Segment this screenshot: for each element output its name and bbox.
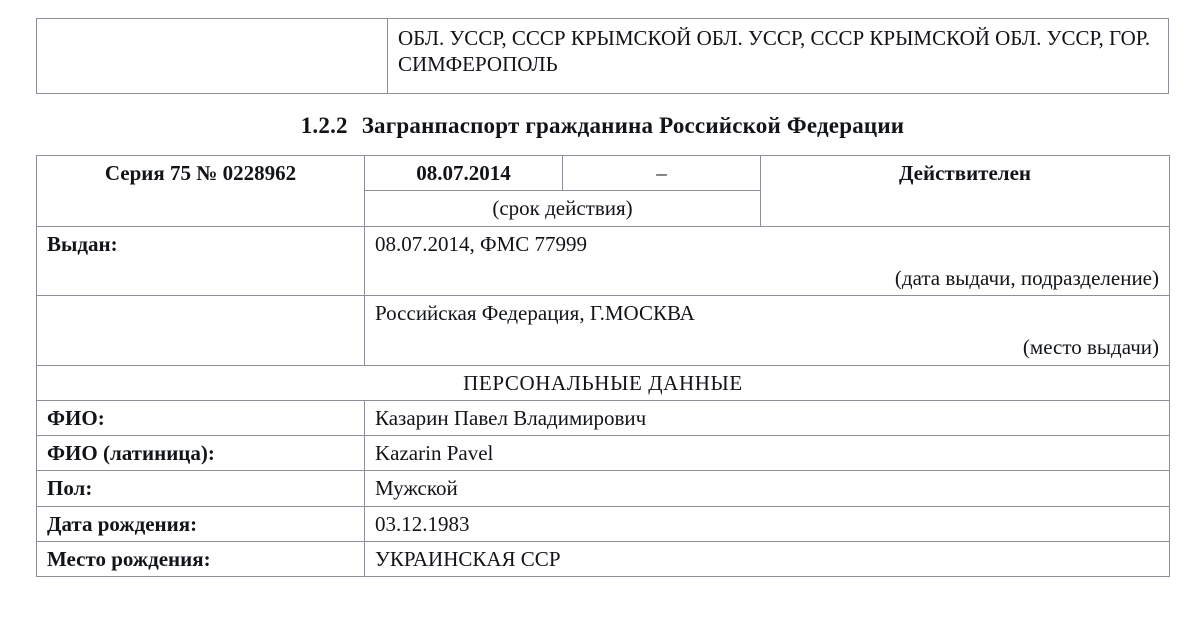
table-row-series — [37, 156, 1170, 191]
passport-expiry-date: – — [563, 156, 761, 191]
personal-data-header: ПЕРСОНАЛЬНЫЕ ДАННЫЕ — [37, 365, 1170, 400]
table-row — [37, 19, 1169, 94]
section-heading — [36, 113, 1169, 139]
row-value-birth-place: УКРАИНСКАЯ ССР — [365, 541, 1170, 576]
passport-series-value: Серия 75 № 0228962 — [37, 156, 365, 227]
passport-place-hint: (место выдачи) — [365, 330, 1170, 365]
address-fragment-table — [36, 18, 1169, 94]
passport-table-wrapper — [36, 155, 1169, 577]
row-value-birth-date: 03.12.1983 — [365, 506, 1170, 541]
address-fragment-value: ОБЛ. УССР, СССР КРЫМСКОЙ ОБЛ. УССР, СССР КРЫМСКОЙ ОБЛ. УССР, ГОР. СИМФЕРОПОЛЬ — [388, 19, 1169, 94]
table-row — [37, 471, 1170, 506]
passport-status-badge: Действителен — [761, 156, 1170, 227]
table-row — [37, 436, 1170, 471]
table-row — [37, 541, 1170, 576]
table-row-place — [37, 296, 1170, 331]
address-fragment-table-wrapper — [36, 18, 1169, 94]
passport-issued-value: 08.07.2014, ФМС 77999 — [365, 226, 1170, 261]
row-label-birth-date: Дата рождения: — [37, 506, 365, 541]
passport-issued-hint: (дата выдачи, подразделение) — [365, 261, 1170, 296]
row-label-gender: Пол: — [37, 471, 365, 506]
row-label-fio: ФИО: — [37, 400, 365, 435]
table-row-personal-header — [37, 365, 1170, 400]
row-value-gender: Мужской — [365, 471, 1170, 506]
address-fragment-empty-cell — [37, 19, 388, 94]
section-title: Загранпаспорт гражданина Российской Федерации — [361, 113, 905, 138]
table-row — [37, 400, 1170, 435]
row-value-fio-latin: Kazarin Pavel — [365, 436, 1170, 471]
section-number: 1.2.2 — [300, 113, 348, 138]
row-label-birth-place: Место рождения: — [37, 541, 365, 576]
passport-issued-label: Выдан: — [37, 226, 365, 296]
row-value-fio: Казарин Павел Владимирович — [365, 400, 1170, 435]
table-row — [37, 506, 1170, 541]
passport-place-value: Российская Федерация, Г.МОСКВА — [365, 296, 1170, 331]
row-label-fio-latin: ФИО (латиница): — [37, 436, 365, 471]
table-row-issued — [37, 226, 1170, 261]
passport-issue-date: 08.07.2014 — [365, 156, 563, 191]
passport-place-label — [37, 296, 365, 366]
passport-validity-hint: (срок действия) — [365, 191, 761, 226]
passport-table — [36, 155, 1170, 577]
